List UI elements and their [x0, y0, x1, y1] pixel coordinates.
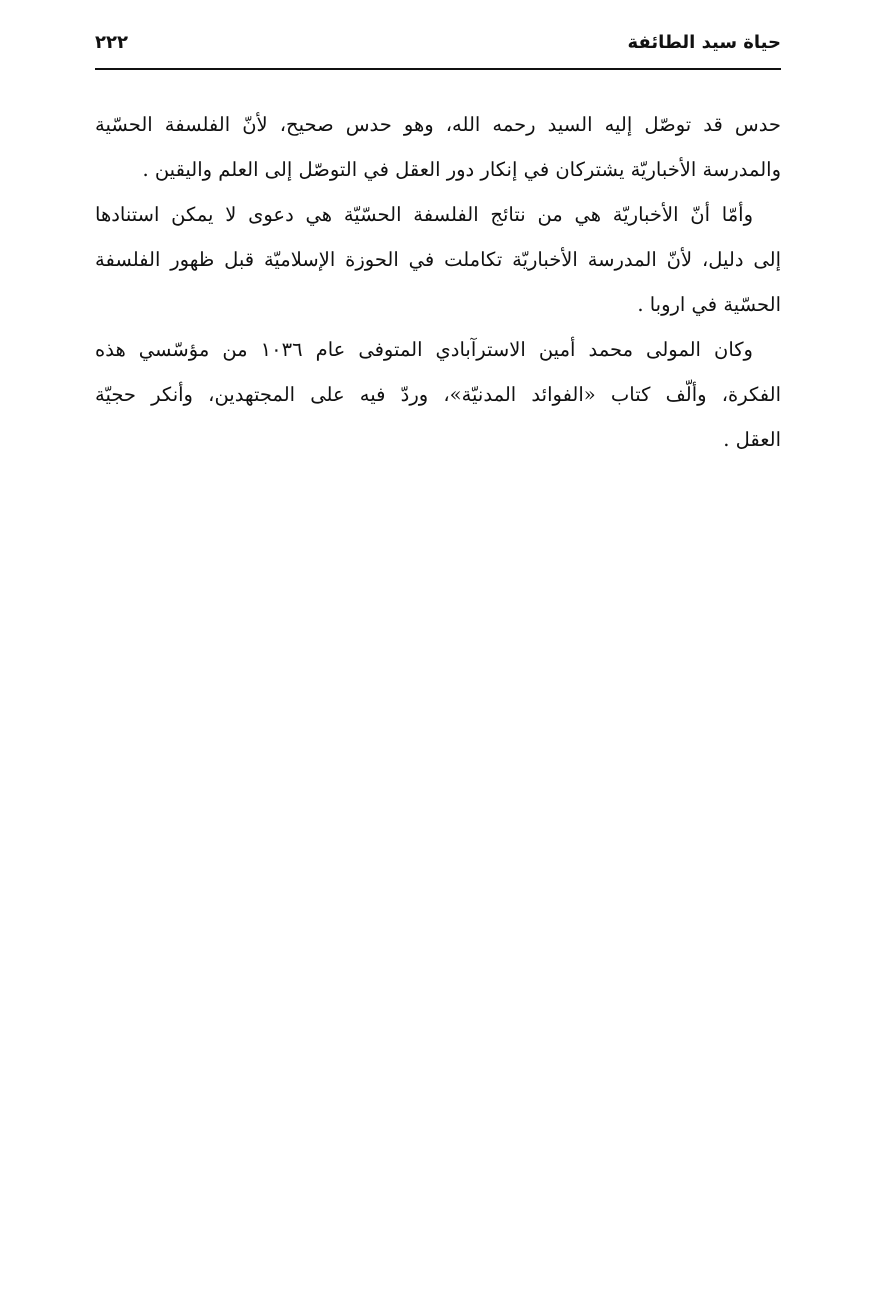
- paragraph-2: [95, 192, 781, 327]
- text-line: إلى دليل، لأنّ المدرسة الأخباريّة تكاملت في الحوزة الإسلاميّة قبل ظهور الفلسفة: [95, 248, 781, 271]
- text-line: حدس قد توصّل إليه السيد رحمه الله، وهو حدس صحيح، لأنّ الفلسفة الحسّية: [95, 113, 781, 136]
- text-line: الحسّية في اروبا .: [637, 293, 781, 316]
- text-line: العقل .: [723, 428, 781, 451]
- text-line: والمدرسة الأخباريّة يشتركان في إنكار دور العقل في التوصّل إلى العلم واليقين .: [142, 158, 781, 181]
- text-line: وأمّا أنّ الأخباريّة هي من نتائج الفلسفة الحسّيّة هي دعوى لا يمكن استنادها: [95, 203, 753, 226]
- paragraph-3: [95, 327, 781, 462]
- text-line: وكان المولى محمد أمين الاسترآبادي المتوفى عام ١٠٣٦ من مؤسّسي هذه: [95, 338, 753, 361]
- page-body: [95, 102, 781, 462]
- page-header: [95, 28, 781, 70]
- text-line: الفكرة، وألّف كتاب «الفوائد المدنيّة»، وردّ فيه على المجتهدين، وأنكر حجيّة: [95, 383, 781, 406]
- page-number: ٢٢٢: [95, 32, 128, 53]
- paragraph-1: [95, 102, 781, 192]
- running-title: حياة سيد الطائفة: [627, 32, 781, 53]
